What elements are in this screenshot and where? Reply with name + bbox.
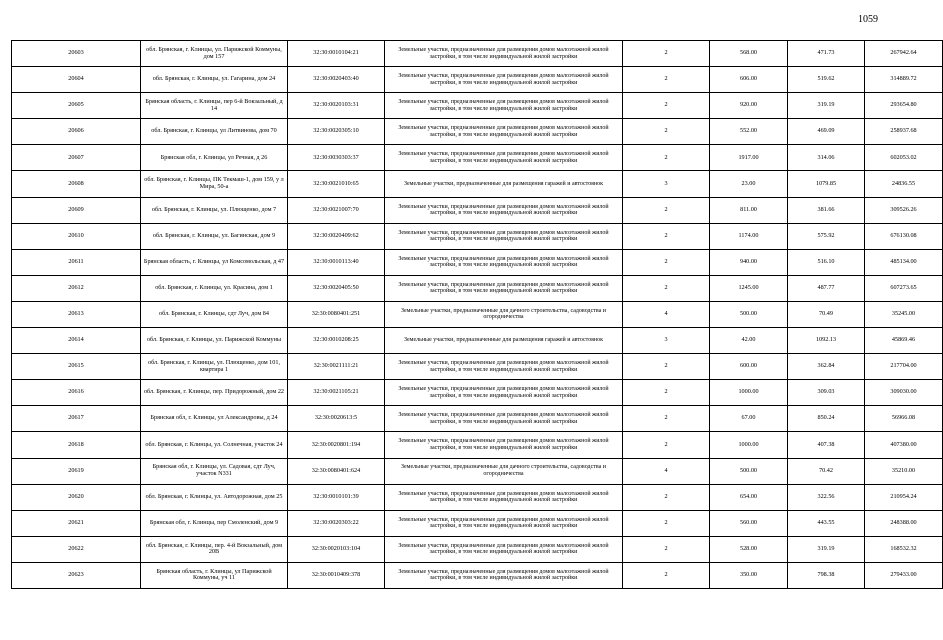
specific-value-cell: 519.62 bbox=[788, 67, 865, 93]
row-number: 20604 bbox=[12, 67, 141, 93]
address-cell: Брянская обл, г. Клинцы, ул. Садовая, сдт Луч, участок N331 bbox=[141, 458, 288, 484]
area-cell: 1000.00 bbox=[710, 432, 788, 458]
land-use-cell: Земельные участки, предназначенные для размещения домов малоэтажной жилой застройки, в том числе индивидуальной жилой застройки bbox=[385, 510, 623, 536]
cadastral-value-cell: 309526.26 bbox=[865, 197, 943, 223]
cadastral-value-cell: 258937.68 bbox=[865, 119, 943, 145]
land-use-cell: Земельные участки, предназначенные для размещения гаражей и автостоянок bbox=[385, 171, 623, 197]
cadastral-number-cell: 32:30:0010409:378 bbox=[288, 562, 385, 588]
row-number: 20619 bbox=[12, 458, 141, 484]
land-use-cell: Земельные участки, предназначенные для размещения домов малоэтажной жилой застройки, в том числе индивидуальной жилой застройки bbox=[385, 354, 623, 380]
cadastral-value-cell: 676130.08 bbox=[865, 223, 943, 249]
specific-value-cell: 487.77 bbox=[788, 275, 865, 301]
address-cell: Брянская область, г. Клинцы, пер 6-й Вокзальный, д 14 bbox=[141, 93, 288, 119]
address-cell: обл. Брянская, г. Клинцы, сдт Луч, дом 84 bbox=[141, 301, 288, 327]
land-use-cell: Земельные участки, предназначенные для размещения домов малоэтажной жилой застройки, в том числе индивидуальной жилой застройки bbox=[385, 380, 623, 406]
land-use-cell: Земельные участки, предназначенные для размещения домов малоэтажной жилой застройки, в том числе индивидуальной жилой застройки bbox=[385, 536, 623, 562]
row-number: 20607 bbox=[12, 145, 141, 171]
cadastral-value-cell: 168532.32 bbox=[865, 536, 943, 562]
area-cell: 350.00 bbox=[710, 562, 788, 588]
area-cell: 528.00 bbox=[710, 536, 788, 562]
land-registry-table bbox=[11, 40, 943, 589]
row-number: 20623 bbox=[12, 562, 141, 588]
row-number: 20622 bbox=[12, 536, 141, 562]
row-number: 20621 bbox=[12, 510, 141, 536]
area-cell: 560.00 bbox=[710, 510, 788, 536]
row-number: 20614 bbox=[12, 328, 141, 354]
specific-value-cell: 319.19 bbox=[788, 93, 865, 119]
area-cell: 1917.00 bbox=[710, 145, 788, 171]
land-use-group-cell: 4 bbox=[623, 458, 710, 484]
table-row bbox=[12, 301, 943, 327]
cadastral-value-cell: 56966.08 bbox=[865, 406, 943, 432]
table-row bbox=[12, 354, 943, 380]
table-row bbox=[12, 328, 943, 354]
land-use-cell: Земельные участки, предназначенные для размещения домов малоэтажной жилой застройки, в том числе индивидуальной жилой застройки bbox=[385, 41, 623, 67]
land-use-group-cell: 2 bbox=[623, 510, 710, 536]
cadastral-number-cell: 32:30:0020103:31 bbox=[288, 93, 385, 119]
specific-value-cell: 407.38 bbox=[788, 432, 865, 458]
row-number: 20609 bbox=[12, 197, 141, 223]
table-row bbox=[12, 380, 943, 406]
row-number: 20613 bbox=[12, 301, 141, 327]
table-row bbox=[12, 145, 943, 171]
area-cell: 940.00 bbox=[710, 249, 788, 275]
land-use-cell: Земельные участки, предназначенные для размещения домов малоэтажной жилой застройки, в том числе индивидуальной жилой застройки bbox=[385, 406, 623, 432]
cadastral-number-cell: 32:30:0021111:21 bbox=[288, 354, 385, 380]
specific-value-cell: 469.09 bbox=[788, 119, 865, 145]
cadastral-value-cell: 248388.00 bbox=[865, 510, 943, 536]
area-cell: 654.00 bbox=[710, 484, 788, 510]
specific-value-cell: 471.73 bbox=[788, 41, 865, 67]
cadastral-number-cell: 32:30:0010101:39 bbox=[288, 484, 385, 510]
land-use-cell: Земельные участки, предназначенные для размещения домов малоэтажной жилой застройки, в том числе индивидуальной жилой застройки bbox=[385, 432, 623, 458]
cadastral-value-cell: 267942.64 bbox=[865, 41, 943, 67]
cadastral-value-cell: 485134.00 bbox=[865, 249, 943, 275]
cadastral-value-cell: 293654.80 bbox=[865, 93, 943, 119]
cadastral-value-cell: 24836.55 bbox=[865, 171, 943, 197]
address-cell: обл. Брянская, г. Клинцы, ул Литвинова, дом 70 bbox=[141, 119, 288, 145]
land-use-group-cell: 2 bbox=[623, 406, 710, 432]
specific-value-cell: 70.42 bbox=[788, 458, 865, 484]
land-use-group-cell: 2 bbox=[623, 145, 710, 171]
cadastral-value-cell: 45869.46 bbox=[865, 328, 943, 354]
land-use-group-cell: 2 bbox=[623, 67, 710, 93]
cadastral-number-cell: 32:30:0020103:104 bbox=[288, 536, 385, 562]
row-number: 20620 bbox=[12, 484, 141, 510]
cadastral-value-cell: 314889.72 bbox=[865, 67, 943, 93]
area-cell: 600.00 bbox=[710, 354, 788, 380]
land-use-cell: Земельные участки, предназначенные для размещения домов малоэтажной жилой застройки, в том числе индивидуальной жилой застройки bbox=[385, 562, 623, 588]
land-use-group-cell: 4 bbox=[623, 301, 710, 327]
land-use-group-cell: 2 bbox=[623, 41, 710, 67]
land-use-cell: Земельные участки, предназначенные для дачного строительства, садоводства и огородничества bbox=[385, 301, 623, 327]
table-row bbox=[12, 275, 943, 301]
area-cell: 23.00 bbox=[710, 171, 788, 197]
land-use-cell: Земельные участки, предназначенные для размещения домов малоэтажной жилой застройки, в том числе индивидуальной жилой застройки bbox=[385, 275, 623, 301]
specific-value-cell: 381.66 bbox=[788, 197, 865, 223]
registry-table-body bbox=[12, 41, 943, 589]
table-row bbox=[12, 406, 943, 432]
row-number: 20615 bbox=[12, 354, 141, 380]
cadastral-number-cell: 32:30:0080401:624 bbox=[288, 458, 385, 484]
address-cell: обл. Брянская, г. Клинцы, ПК Текмаш-1, дом 159, у л Мира, 50-а bbox=[141, 171, 288, 197]
land-use-group-cell: 2 bbox=[623, 119, 710, 145]
land-use-group-cell: 3 bbox=[623, 328, 710, 354]
row-number: 20616 bbox=[12, 380, 141, 406]
land-use-cell: Земельные участки, предназначенные для размещения домов малоэтажной жилой застройки, в том числе индивидуальной жилой застройки bbox=[385, 67, 623, 93]
specific-value-cell: 1092.13 bbox=[788, 328, 865, 354]
land-use-group-cell: 2 bbox=[623, 354, 710, 380]
table-row bbox=[12, 93, 943, 119]
specific-value-cell: 798.38 bbox=[788, 562, 865, 588]
address-cell: Брянская область, г. Клинцы, ул Комсомольская, д 47 bbox=[141, 249, 288, 275]
cadastral-value-cell: 35245.00 bbox=[865, 301, 943, 327]
cadastral-value-cell: 217704.00 bbox=[865, 354, 943, 380]
table-row bbox=[12, 41, 943, 67]
land-use-cell: Земельные участки, предназначенные для размещения домов малоэтажной жилой застройки, в том числе индивидуальной жилой застройки bbox=[385, 145, 623, 171]
land-use-group-cell: 2 bbox=[623, 223, 710, 249]
row-number: 20618 bbox=[12, 432, 141, 458]
address-cell: Брянская область, г. Клинцы, ул Парижской Коммуны, уч 11 bbox=[141, 562, 288, 588]
cadastral-value-cell: 607273.65 bbox=[865, 275, 943, 301]
area-cell: 1245.00 bbox=[710, 275, 788, 301]
area-cell: 1174.00 bbox=[710, 223, 788, 249]
area-cell: 811.00 bbox=[710, 197, 788, 223]
cadastral-value-cell: 407380.00 bbox=[865, 432, 943, 458]
land-use-cell: Земельные участки, предназначенные для размещения гаражей и автостоянок bbox=[385, 328, 623, 354]
address-cell: Брянская обл, г. Клинцы, ул Речная, д 26 bbox=[141, 145, 288, 171]
cadastral-number-cell: 32:30:0020305:10 bbox=[288, 119, 385, 145]
row-number: 20608 bbox=[12, 171, 141, 197]
land-use-cell: Земельные участки, предназначенные для размещения домов малоэтажной жилой застройки, в том числе индивидуальной жилой застройки bbox=[385, 223, 623, 249]
address-cell: обл. Брянская, г. Клинцы, ул. Багинская, дом 9 bbox=[141, 223, 288, 249]
specific-value-cell: 314.06 bbox=[788, 145, 865, 171]
table-row bbox=[12, 67, 943, 93]
land-use-group-cell: 2 bbox=[623, 93, 710, 119]
specific-value-cell: 575.92 bbox=[788, 223, 865, 249]
address-cell: обл. Брянская, г. Клинцы, ул. Гагарина, дом 24 bbox=[141, 67, 288, 93]
row-number: 20617 bbox=[12, 406, 141, 432]
land-use-group-cell: 2 bbox=[623, 432, 710, 458]
table-row bbox=[12, 432, 943, 458]
cadastral-number-cell: 32:30:0020403:40 bbox=[288, 67, 385, 93]
cadastral-number-cell: 32:30:0010104:21 bbox=[288, 41, 385, 67]
table-row bbox=[12, 223, 943, 249]
area-cell: 67.00 bbox=[710, 406, 788, 432]
address-cell: обл. Брянская, г. Клинцы, ул. Плющенко, дом 101, квартира 1 bbox=[141, 354, 288, 380]
land-use-cell: Земельные участки, предназначенные для размещения домов малоэтажной жилой застройки, в том числе индивидуальной жилой застройки bbox=[385, 197, 623, 223]
cadastral-number-cell: 32:30:0020613:5 bbox=[288, 406, 385, 432]
table-row bbox=[12, 510, 943, 536]
address-cell: обл. Брянская, г. Клинцы, ул. Парижской Коммуны bbox=[141, 328, 288, 354]
table-row bbox=[12, 119, 943, 145]
land-use-group-cell: 2 bbox=[623, 249, 710, 275]
land-use-group-cell: 2 bbox=[623, 536, 710, 562]
area-cell: 606.00 bbox=[710, 67, 788, 93]
row-number: 20603 bbox=[12, 41, 141, 67]
row-number: 20612 bbox=[12, 275, 141, 301]
cadastral-number-cell: 32:30:0030303:37 bbox=[288, 145, 385, 171]
table-row bbox=[12, 536, 943, 562]
specific-value-cell: 850.24 bbox=[788, 406, 865, 432]
specific-value-cell: 443.55 bbox=[788, 510, 865, 536]
address-cell: обл. Брянская, г. Клинцы, ул. Солнечная, участок 24 bbox=[141, 432, 288, 458]
specific-value-cell: 319.19 bbox=[788, 536, 865, 562]
specific-value-cell: 309.03 bbox=[788, 380, 865, 406]
land-use-cell: Земельные участки, предназначенные для размещения домов малоэтажной жилой застройки, в том числе индивидуальной жилой застройки bbox=[385, 93, 623, 119]
specific-value-cell: 322.56 bbox=[788, 484, 865, 510]
cadastral-number-cell: 32:30:0020409:62 bbox=[288, 223, 385, 249]
cadastral-number-cell: 32:30:0021007:70 bbox=[288, 197, 385, 223]
cadastral-number-cell: 32:30:0021010:65 bbox=[288, 171, 385, 197]
table-row bbox=[12, 458, 943, 484]
land-use-group-cell: 2 bbox=[623, 484, 710, 510]
cadastral-number-cell: 32:30:0021105:21 bbox=[288, 380, 385, 406]
row-number: 20611 bbox=[12, 249, 141, 275]
page-number: 1059 bbox=[858, 14, 878, 25]
row-number: 20606 bbox=[12, 119, 141, 145]
address-cell: Брянская обл, г. Клинцы, пер Смоленский, дом 9 bbox=[141, 510, 288, 536]
cadastral-value-cell: 279433.00 bbox=[865, 562, 943, 588]
specific-value-cell: 1079.85 bbox=[788, 171, 865, 197]
address-cell: Брянская обл, г. Клинцы, ул Александровы, д 24 bbox=[141, 406, 288, 432]
address-cell: обл. Брянская, г. Клинцы, ул. Красина, дом 1 bbox=[141, 275, 288, 301]
cadastral-number-cell: 32:30:0010113:40 bbox=[288, 249, 385, 275]
cadastral-value-cell: 602053.02 bbox=[865, 145, 943, 171]
table-row bbox=[12, 197, 943, 223]
row-number: 20610 bbox=[12, 223, 141, 249]
land-use-group-cell: 2 bbox=[623, 197, 710, 223]
address-cell: обл. Брянская, г. Клинцы, ул. Парижской Коммуны, дом 157 bbox=[141, 41, 288, 67]
cadastral-number-cell: 32:30:0020405:50 bbox=[288, 275, 385, 301]
area-cell: 500.00 bbox=[710, 458, 788, 484]
cadastral-number-cell: 32:30:0080401:251 bbox=[288, 301, 385, 327]
area-cell: 552.00 bbox=[710, 119, 788, 145]
table-row bbox=[12, 484, 943, 510]
row-number: 20605 bbox=[12, 93, 141, 119]
table-row bbox=[12, 562, 943, 588]
area-cell: 1000.00 bbox=[710, 380, 788, 406]
land-use-cell: Земельные участки, предназначенные для размещения домов малоэтажной жилой застройки, в том числе индивидуальной жилой застройки bbox=[385, 119, 623, 145]
land-use-group-cell: 3 bbox=[623, 171, 710, 197]
cadastral-value-cell: 210954.24 bbox=[865, 484, 943, 510]
area-cell: 500.00 bbox=[710, 301, 788, 327]
land-use-cell: Земельные участки, предназначенные для дачного строительства, садоводства и огородничества bbox=[385, 458, 623, 484]
area-cell: 568.00 bbox=[710, 41, 788, 67]
cadastral-number-cell: 32:30:0010208:25 bbox=[288, 328, 385, 354]
address-cell: обл. Брянская, г. Клинцы, пер. Придорожный, дом 22 bbox=[141, 380, 288, 406]
table-row bbox=[12, 249, 943, 275]
land-use-cell: Земельные участки, предназначенные для размещения домов малоэтажной жилой застройки, в том числе индивидуальной жилой застройки bbox=[385, 249, 623, 275]
land-use-group-cell: 2 bbox=[623, 562, 710, 588]
cadastral-number-cell: 32:30:0020801:194 bbox=[288, 432, 385, 458]
area-cell: 42.00 bbox=[710, 328, 788, 354]
table-row bbox=[12, 171, 943, 197]
address-cell: обл. Брянская, г. Клинцы, ул. Автодорожная, дом 25 bbox=[141, 484, 288, 510]
land-use-group-cell: 2 bbox=[623, 380, 710, 406]
address-cell: обл. Брянская, г. Клинцы, ул. Плющенко, дом 7 bbox=[141, 197, 288, 223]
cadastral-number-cell: 32:30:0020303:22 bbox=[288, 510, 385, 536]
specific-value-cell: 70.49 bbox=[788, 301, 865, 327]
address-cell: обл. Брянская, г. Клинцы, пер. 4-й Вокзальный, дом 20В bbox=[141, 536, 288, 562]
cadastral-value-cell: 309030.00 bbox=[865, 380, 943, 406]
specific-value-cell: 516.10 bbox=[788, 249, 865, 275]
land-use-group-cell: 2 bbox=[623, 275, 710, 301]
area-cell: 920.00 bbox=[710, 93, 788, 119]
cadastral-value-cell: 35210.00 bbox=[865, 458, 943, 484]
specific-value-cell: 362.84 bbox=[788, 354, 865, 380]
land-use-cell: Земельные участки, предназначенные для размещения домов малоэтажной жилой застройки, в том числе индивидуальной жилой застройки bbox=[385, 484, 623, 510]
